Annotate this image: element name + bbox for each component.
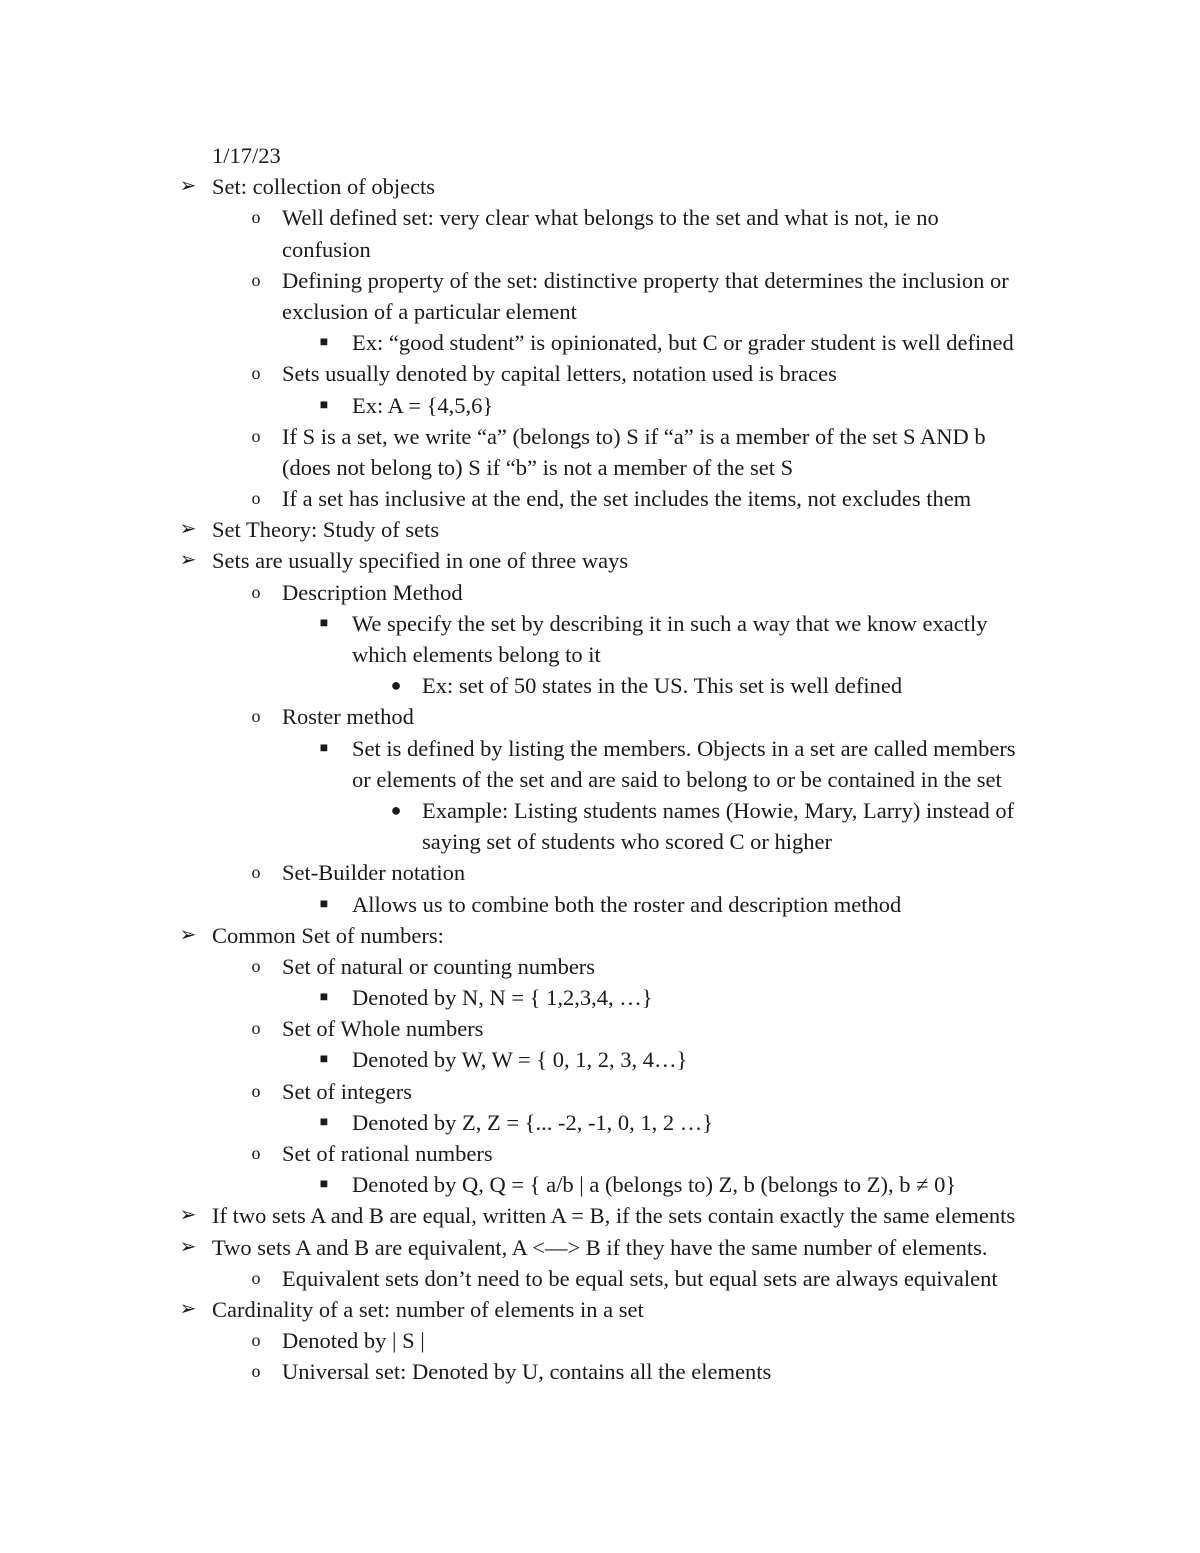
arrow-bullet-icon: ➢ xyxy=(179,549,197,572)
list-item: ➢ Two sets A and B are equivalent, A <—> B if they have the same number of elements. xyxy=(0,1232,1200,1263)
list-item: o Sets usually denoted by capital letters, notation used is braces xyxy=(0,358,1200,389)
circle-bullet-icon: o xyxy=(251,1361,261,1382)
list-item: ➢ Set: collection of objects xyxy=(0,171,1200,202)
list-item: o Set-Builder notation xyxy=(0,857,1200,888)
square-bullet-icon: ■ xyxy=(319,615,329,631)
list-item: o Denoted by | S | xyxy=(0,1325,1200,1356)
list-item: o Equivalent sets don’t need to be equal sets, but equal sets are always equivalent xyxy=(0,1263,1200,1294)
list-item: o Universal set: Denoted by U, contains all the elements xyxy=(0,1356,1200,1387)
square-bullet-icon: ■ xyxy=(319,990,329,1006)
list-item-continuation: or elements of the set and are said to belong to or be contained in the set xyxy=(352,766,1002,792)
square-bullet-icon: ■ xyxy=(319,397,329,413)
arrow-bullet-icon: ➢ xyxy=(179,518,197,541)
circle-bullet-icon: o xyxy=(251,488,261,509)
circle-bullet-icon: o xyxy=(251,706,261,727)
arrow-bullet-icon: ➢ xyxy=(179,923,197,946)
list-item: ■ Ex: A = {4,5,6} xyxy=(0,390,1200,421)
circle-bullet-icon: o xyxy=(251,363,261,384)
circle-bullet-icon: o xyxy=(251,955,261,976)
list-item: ➢ Sets are usually specified in one of three ways xyxy=(0,545,1200,576)
circle-bullet-icon: o xyxy=(251,1018,261,1039)
list-item-continuation: exclusion of a particular element xyxy=(282,298,577,324)
list-item: ● Example: Listing students names (Howie, Mary, Larry) instead of xyxy=(0,795,1200,826)
list-item: o If a set has inclusive at the end, the set includes the items, not excludes them xyxy=(0,483,1200,514)
list-item: o Set of Whole numbers xyxy=(0,1013,1200,1044)
circle-bullet-icon: o xyxy=(251,425,261,446)
circle-bullet-icon: o xyxy=(251,1080,261,1101)
arrow-bullet-icon: ➢ xyxy=(179,1297,197,1320)
square-bullet-icon: ■ xyxy=(319,1052,329,1068)
dot-bullet-icon: ● xyxy=(390,675,402,696)
circle-bullet-icon: o xyxy=(251,269,261,290)
list-item: ➢ If two sets A and B are equal, written A = B, if the sets contain exactly the same elements xyxy=(0,1200,1200,1231)
list-item-continuation: confusion xyxy=(282,236,371,262)
arrow-bullet-icon: ➢ xyxy=(179,1204,197,1227)
square-bullet-icon: ■ xyxy=(319,335,329,351)
list-item-continuation: (does not belong to) S if “b” is not a member of the set S xyxy=(282,454,794,480)
list-item: o Description Method xyxy=(0,577,1200,608)
list-item: o Well defined set: very clear what belongs to the set and what is not, ie no xyxy=(0,202,1200,233)
list-item: ■ Denoted by Q, Q = { a/b | a (belongs to) Z, b (belongs to Z), b ≠ 0} xyxy=(0,1169,1200,1200)
arrow-bullet-icon: ➢ xyxy=(179,1235,197,1258)
list-item: o Roster method xyxy=(0,701,1200,732)
square-bullet-icon: ■ xyxy=(319,896,329,912)
list-item: ■ Ex: “good student” is opinionated, but C or grader student is well defined xyxy=(0,327,1200,358)
dot-bullet-icon: ● xyxy=(390,799,402,820)
list-item: ■ We specify the set by describing it in such a way that we know exactly xyxy=(0,608,1200,639)
list-item-continuation: saying set of students who scored C or higher xyxy=(422,829,832,855)
list-item: ■ Allows us to combine both the roster and description method xyxy=(0,889,1200,920)
list-item: ■ Denoted by N, N = { 1,2,3,4, …} xyxy=(0,982,1200,1013)
list-item: ➢ Cardinality of a set: number of elements in a set xyxy=(0,1294,1200,1325)
list-item: ■ Denoted by Z, Z = {... -2, -1, 0, 1, 2 …} xyxy=(0,1107,1200,1138)
list-item: o Set of integers xyxy=(0,1076,1200,1107)
notes-body xyxy=(0,140,1200,1388)
circle-bullet-icon: o xyxy=(251,581,261,602)
list-item: ➢ Set Theory: Study of sets xyxy=(0,514,1200,545)
date-heading: 1/17/23 xyxy=(212,143,281,168)
square-bullet-icon: ■ xyxy=(319,740,329,756)
circle-bullet-icon: o xyxy=(251,1330,261,1351)
list-item: o Defining property of the set: distinctive property that determines the inclusion or xyxy=(0,265,1200,296)
list-item: ■ Set is defined by listing the members. Objects in a set are called members xyxy=(0,733,1200,764)
circle-bullet-icon: o xyxy=(251,862,261,883)
list-item-continuation: which elements belong to it xyxy=(352,642,601,667)
arrow-bullet-icon: ➢ xyxy=(179,175,197,198)
circle-bullet-icon: o xyxy=(251,1267,261,1288)
circle-bullet-icon: o xyxy=(251,207,261,228)
square-bullet-icon: ■ xyxy=(319,1177,329,1193)
list-item: ■ Denoted by W, W = { 0, 1, 2, 3, 4…} xyxy=(0,1044,1200,1075)
list-item: o Set of natural or counting numbers xyxy=(0,951,1200,982)
circle-bullet-icon: o xyxy=(251,1143,261,1163)
list-item: o Set of rational numbers xyxy=(0,1138,1200,1169)
square-bullet-icon: ■ xyxy=(319,1114,329,1130)
list-item: o If S is a set, we write “a” (belongs to) S if “a” is a member of the set S AND b xyxy=(0,421,1200,452)
list-item: ● Ex: set of 50 states in the US. This set is well defined xyxy=(0,670,1200,701)
list-item: ➢ Common Set of numbers: xyxy=(0,920,1200,951)
